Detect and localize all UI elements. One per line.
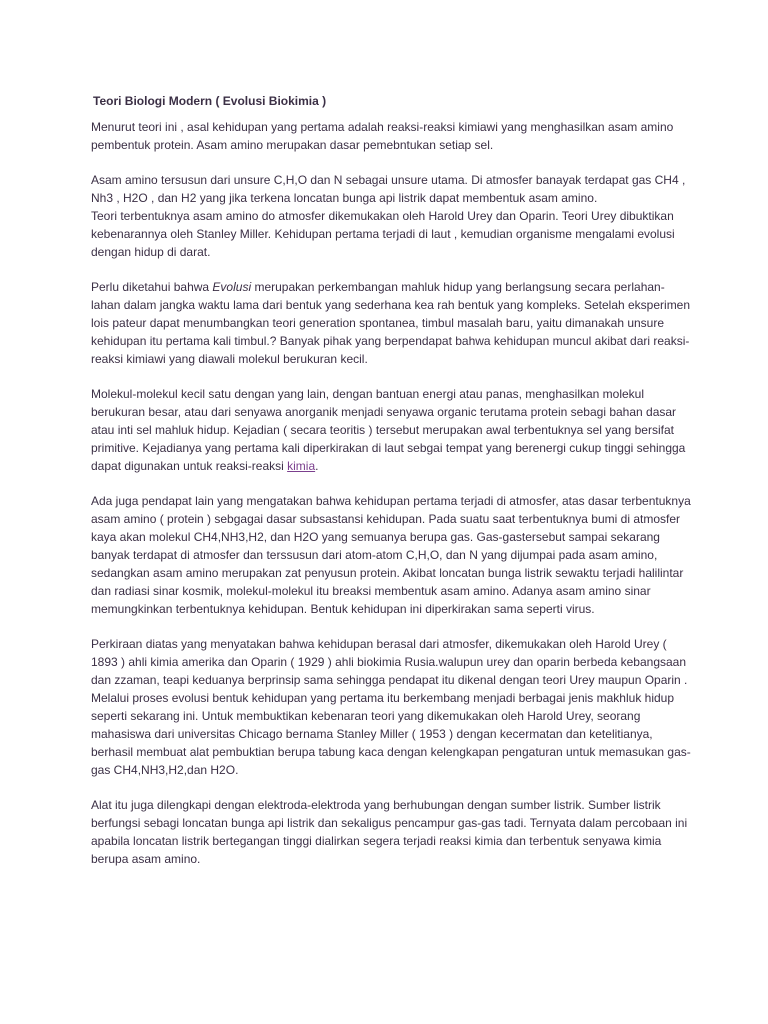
- document-title: Teori Biologi Modern ( Evolusi Biokimia ): [93, 94, 327, 108]
- kimia-link[interactable]: kimia: [287, 459, 316, 473]
- paragraph-8: Alat itu juga dilengkapi dengan elektroda-elektroda yang berhubungan dengan sumber listrik. Sumber listrik berfungsi sebagi loncatan bunga api listrik dan sekaligus pencampur gas-gas tadi. Ternyata dalam percobaan ini apabila loncatan listrik bertegangan tinggi dialirkan segera terjadi reaksi kimia dan terbentuk senyawa kimia berupa asam amino.: [91, 798, 688, 866]
- evolusi-term: Evolusi: [212, 280, 252, 294]
- paragraph-5: [91, 385, 691, 475]
- paragraph-1: Menurut teori ini , asal kehidupan yang pertama adalah reaksi-reaksi kimiawi yang menghasilkan asam amino pembentuk protein. Asam amino merupakan dasar pemebntukan setiap sel.: [91, 120, 674, 152]
- paragraph-2: Asam amino tersusun dari unsure C,H,O dan N sebagai unsure utama. Di atmosfer banayak terdapat gas CH4 , Nh3 , H2O , dan H2 yang jika terkena loncatan bunga api listrik dapat membentuk asam amino.: [91, 173, 686, 205]
- paragraph-6: Ada juga pendapat lain yang mengatakan bahwa kehidupan pertama terjadi di atmosfer, atas dasar terbentuknya asam amino ( protein ) sebgagai dasar subsastansi kehidupan. Pada suatu saat terbentuknya bumi di atmosfer kaya akan molekul CH4,NH3,H2, dan H2O yang semuanya berupa gas. Gas-gastersebut sampai sekarang banyak terdapat di atmosfer dan terssusun dari atom-atom C,H,O, dan N yang dijumpai pada asam amino, sedangkan asam amino merupakan zat penyusun protein. Akibat loncatan bunga listrik sewaktu terjadi halilintar dan radiasi sinar kosmik, molekul-molekul itu breaksi membentuk asam amino. Adanya asam amino sinar memungkinkan terbentuknya kehidupan. Bentuk kehidupan ini diperkirakan sama seperti virus.: [91, 494, 691, 616]
- paragraph-7: Perkiraan diatas yang menyatakan bahwa kehidupan berasal dari atmosfer, dikemukakan oleh Harold Urey ( 1893 ) ahli kimia amerika dan Oparin ( 1929 ) ahli biokimia Rusia.walupun urey dan oparin berbeda kebangsaan dan zzaman, teapi keduanya berprinsip sama sehingga pendapat itu dikenal dengan teori Urey maupun Oparin . Melalui proses evolusi bentuk kehidupan yang pertama itu berkembang menjadi berbagai jenis makhluk hidup seperti sekarang ini. Untuk membuktikan kebenaran teori yang dikemukakan oleh Harold Urey, seorang mahasiswa dari universitas Chicago bernama Stanley Miller ( 1953 ) dengan kecermatan dan ketelitianya, berhasil membuat alat pembuktian berupa tabung kaca dengan kelengkapan pengaturan untuk memasukan gas-gas CH4,NH3,H2,dan H2O.: [91, 637, 691, 777]
- paragraph-5-text-a: Molekul-molekul kecil satu dengan yang lain, dengan bantuan energi atau panas, menghasilkan molekul berukuran besar, atau dari senyawa anorganik menjadi senyawa organic terutama protein sebagi bahan dasar atau inti sel mahluk hidup. Kejadian ( secara teoritis ) tersebut merupakan awal terbentuknya sel yang bersifat primitive. Kejadianya yang pertama kali diperkirakan di laut sebgai tempat yang berenergi cukup tinggi sehingga dapat digunakan untuk reaksi-reaksi: [91, 387, 686, 473]
- paragraph-4-text-a: Perlu diketahui bahwa: [91, 280, 213, 294]
- paragraph-4: [91, 278, 691, 368]
- paragraph-3: Teori terbentuknya asam amino do atmosfer dikemukakan oleh Harold Urey dan Oparin. Teori Urey dibuktikan kebenarannya oleh Stanley Miller. Kehidupan pertama terjadi di laut , kemudian organisme mengalami evolusi dengan hidup di darat.: [91, 209, 675, 259]
- paragraph-4-text-b: merupakan perkembangan mahluk hidup yang berlangsung secara perlahan-lahan dalam jangka waktu lama dari bentuk yang sederhana kea rah bentuk yang kompleks. Setelah eksperimen lois pateur dapat menumbangkan teori generation spontanea, timbul masalah baru, yaitu dimanakah unsure kehidupan itu pertama kali timbul.? Banyak pihak yang berpendapat bahwa kehidupan muncul akibat dari reaksi-reaksi kimiawi yang diawali molekul berukuran kecil.: [91, 280, 691, 366]
- document-page: [91, 92, 691, 885]
- paragraph-5-text-b: .: [315, 459, 319, 473]
